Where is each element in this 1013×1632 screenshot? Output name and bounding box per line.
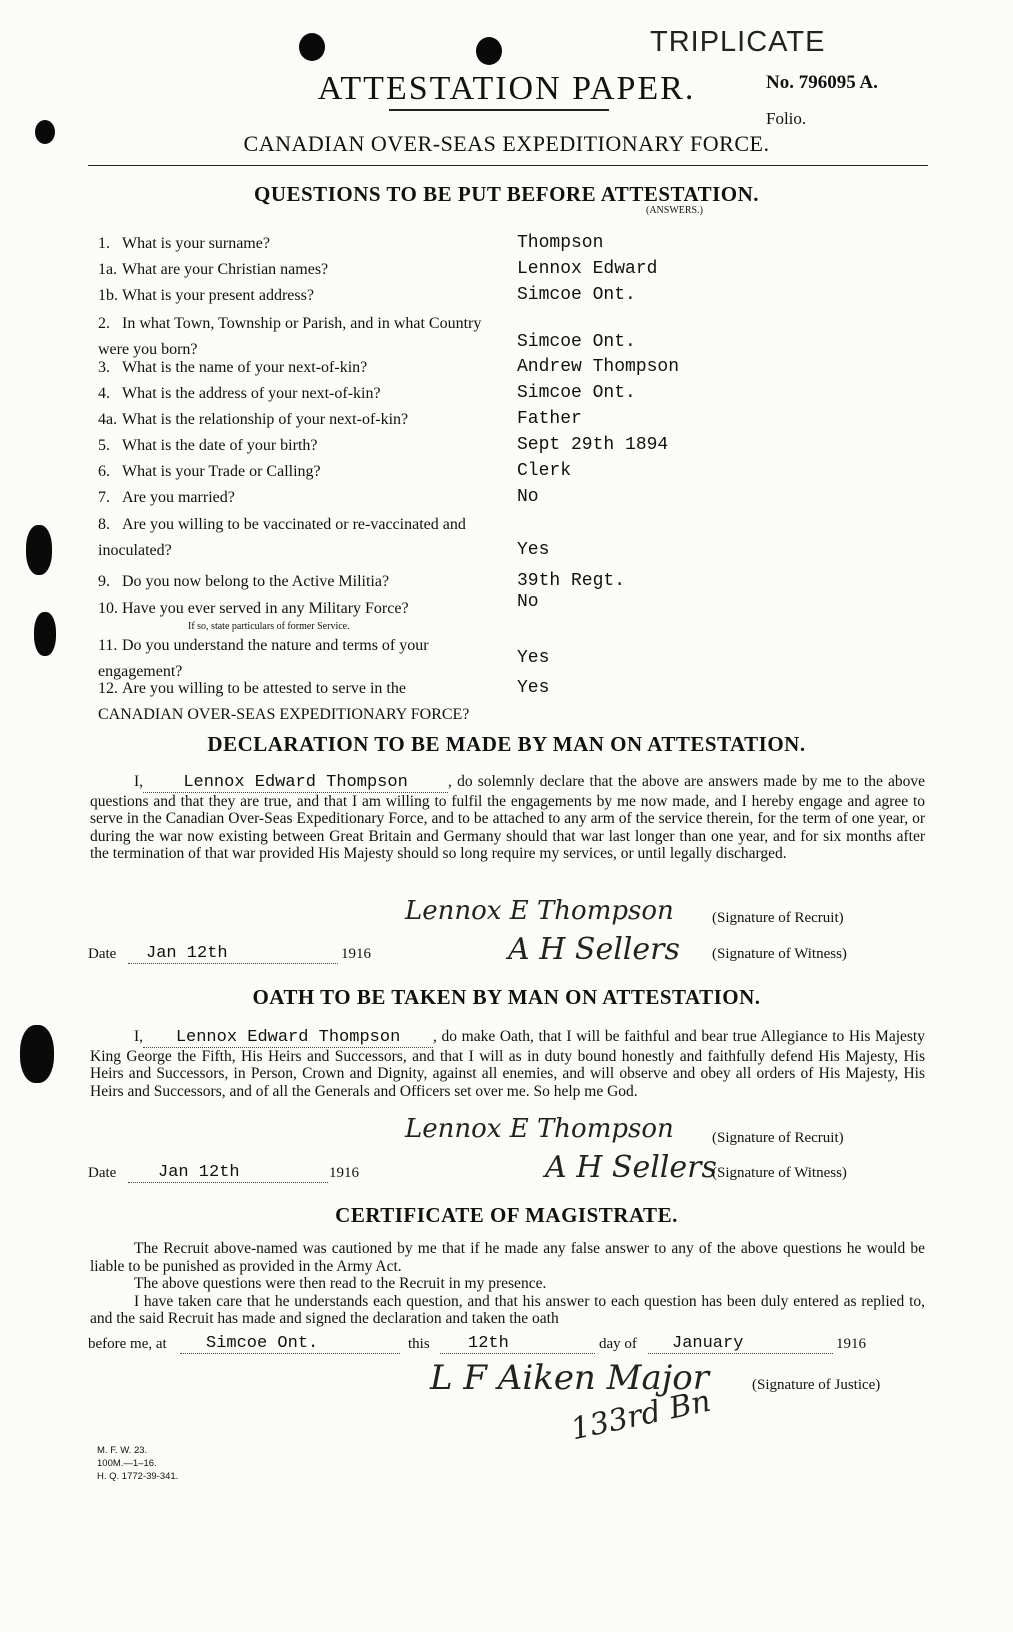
question-number: 4a.: [98, 411, 118, 428]
question-row: [98, 257, 483, 283]
question-number: 6.: [98, 463, 110, 480]
ink-blot: [299, 33, 325, 61]
declaration-witness-signature: A H Sellers: [508, 932, 680, 967]
declaration-i: I,: [134, 773, 144, 790]
question-number: 12.: [98, 680, 118, 697]
question-text: What is the relationship of your next-of-kin?: [122, 411, 409, 428]
this-label: this: [408, 1336, 430, 1352]
divider: [88, 165, 928, 166]
justice-signature: L F Aiken Major: [430, 1358, 709, 1398]
oath-date-label: Date: [88, 1165, 117, 1181]
question-number: 3.: [98, 359, 110, 376]
ink-blot: [476, 37, 502, 65]
certificate-p3: I have taken care that he understands each question, and that his answer to each question has been duly entered as replied to, and the said Recruit has made and signed the declaration and taken the oath: [90, 1292, 925, 1327]
question-row: [98, 355, 483, 381]
oath-heading: OATH TO BE TAKEN BY MAN ON ATTESTATION.: [252, 985, 761, 1009]
oath-i: I,: [134, 1028, 144, 1045]
form-code: [97, 1444, 178, 1483]
ink-blot: [20, 1025, 54, 1083]
answer-value: Simcoe Ont.: [517, 332, 636, 352]
oath-recruit-caption: (Signature of Recruit): [712, 1130, 844, 1146]
question-note: If so, state particulars of former Service.: [188, 621, 350, 632]
question-row: [98, 459, 483, 485]
question-number: 2.: [98, 315, 110, 332]
question-text: What is the address of your next-of-kin?: [122, 385, 381, 402]
declaration-year: 1916: [341, 946, 371, 962]
answer-value: No: [517, 592, 539, 612]
document-title: ATTESTATION PAPER.: [317, 70, 696, 107]
declaration-recruit-signature: Lennox E Thompson: [405, 896, 674, 926]
question-number: 10.: [98, 600, 118, 617]
question-number: 1.: [98, 235, 110, 252]
form-code-line2: 100M.—1–16.: [97, 1458, 157, 1469]
ink-blot: [26, 525, 52, 575]
answer-value: Sept 29th 1894: [517, 435, 669, 455]
oath-witness-signature: A H Sellers: [545, 1150, 717, 1185]
certificate-day: 12th: [440, 1334, 595, 1354]
answer-value: Clerk: [517, 461, 572, 481]
answer-value: Father: [517, 409, 582, 429]
question-text: In what Town, Township or Parish, and in what Country were you born?: [98, 315, 482, 358]
declaration-date: Jan 12th: [128, 944, 338, 964]
question-number: 9.: [98, 573, 110, 590]
answer-value: Simcoe Ont.: [517, 285, 636, 305]
answer-value: Yes: [517, 678, 550, 698]
declaration-body: , do solemnly declare that the above are answers made by me to the above questions and that they are true, and that I am willing to fulfil the engagements by me now made, and I hereby engage and agree to serve in the Canadian Over-Seas Expeditionary Force, and to be attached to any arm of the service therein, for the term of one year, or during the war now existing between Great Britain and Germany should that war last longer than one year, and for six months after the termination of that war provided His Majesty should so long require my services, or until legally discharged.: [90, 773, 925, 862]
answer-value: Simcoe Ont.: [517, 383, 636, 403]
question-text: Are you married?: [122, 489, 235, 506]
certificate-month: January: [648, 1334, 833, 1354]
question-row: [98, 283, 483, 309]
question-number: 5.: [98, 437, 110, 454]
question-row: [98, 407, 483, 433]
answers-label: (ANSWERS.): [646, 205, 703, 216]
document-subtitle: CANADIAN OVER-SEAS EXPEDITIONARY FORCE.: [243, 131, 770, 156]
certificate-place: Simcoe Ont.: [180, 1334, 400, 1354]
answer-value: Yes: [517, 648, 550, 668]
oath-text: [90, 1028, 925, 1100]
question-number: 11.: [98, 637, 118, 654]
question-text: Are you willing to be attested to serve in the CANADIAN OVER-SEAS EXPEDITIONARY FORCE?: [98, 680, 470, 723]
question-row: [98, 231, 483, 257]
form-code-line1: M. F. W. 23.: [97, 1445, 148, 1456]
question-number: 4.: [98, 385, 110, 402]
question-text: What is your surname?: [122, 235, 270, 252]
ink-blot: [34, 612, 56, 656]
declaration-witness-caption: (Signature of Witness): [712, 946, 847, 962]
certificate-year: 1916: [836, 1336, 866, 1352]
justice-caption: (Signature of Justice): [752, 1377, 881, 1393]
question-text: Have you ever served in any Military Force?: [122, 600, 409, 617]
oath-witness-caption: (Signature of Witness): [712, 1165, 847, 1181]
certificate-p1: The Recruit above-named was cautioned by me that if he made any false answer to any of the above questions he would be liable to be punished as provided in the Army Act.: [90, 1240, 925, 1275]
declaration-date-label: Date: [88, 946, 117, 962]
document-number: No. 796095 A.: [766, 72, 878, 93]
justice-unit: 133rd Bn: [567, 1383, 714, 1448]
oath-year: 1916: [329, 1165, 359, 1181]
declaration-name: Lennox Edward Thompson: [143, 774, 448, 793]
triplicate-stamp: TRIPLICATE: [650, 26, 826, 58]
question-text: What is your present address?: [122, 287, 314, 304]
certificate-heading: CERTIFICATE OF MAGISTRATE.: [335, 1203, 678, 1227]
question-row: [98, 569, 483, 595]
before-me-label: before me, at: [88, 1336, 167, 1352]
declaration-text: [90, 773, 925, 863]
certificate-text: [90, 1240, 925, 1328]
questions-heading: QUESTIONS TO BE PUT BEFORE ATTESTATION.: [254, 182, 759, 206]
oath-recruit-signature: Lennox E Thompson: [405, 1114, 674, 1144]
question-text: What is your Trade or Calling?: [122, 463, 321, 480]
question-row: [98, 485, 483, 511]
certificate-p2: The above questions were then read to the Recruit in my presence.: [134, 1275, 547, 1292]
question-text: What are your Christian names?: [122, 261, 329, 278]
question-row: [98, 433, 483, 459]
question-text: What is the name of your next-of-kin?: [122, 359, 368, 376]
question-row: [98, 381, 483, 407]
folio-label: Folio.: [766, 109, 807, 128]
answer-value: 39th Regt.: [517, 571, 626, 591]
question-number: 7.: [98, 489, 110, 506]
declaration-heading: DECLARATION TO BE MADE BY MAN ON ATTESTATION.: [207, 732, 806, 756]
answer-value: No: [517, 487, 539, 507]
declaration-recruit-caption: (Signature of Recruit): [712, 910, 844, 926]
answer-value: Thompson: [517, 233, 604, 253]
question-number: 1a.: [98, 261, 118, 278]
question-number: 1b.: [98, 287, 118, 304]
answer-value: Yes: [517, 540, 550, 560]
question-number: 8.: [98, 516, 110, 533]
question-text: Do you now belong to the Active Militia?: [122, 573, 390, 590]
oath-date: Jan 12th: [128, 1163, 328, 1183]
answer-value: Lennox Edward: [517, 259, 658, 279]
form-code-line3: H. Q. 1772-39-341.: [97, 1471, 179, 1482]
oath-body: , do make Oath, that I will be faithful and bear true Allegiance to His Majesty King George the Fifth, His Heirs and Successors, and that I will as in duty bound honestly and faithfully defend His Majesty, His Heirs and Successors, in Person, Crown and Dignity, against all enemies, and will observe and obey all orders of His Majesty, His Heirs and Successors, and of all the Generals and Officers set over me. So help me God.: [90, 1028, 925, 1100]
question-row: [98, 676, 483, 728]
oath-name: Lennox Edward Thompson: [143, 1029, 433, 1048]
question-text: Do you understand the nature and terms of your engagement?: [98, 637, 429, 680]
question-row: [98, 596, 483, 632]
divider: [389, 109, 609, 111]
question-text: Are you willing to be vaccinated or re-vaccinated and inoculated?: [98, 516, 466, 559]
day-of-label: day of: [599, 1336, 637, 1352]
question-row: [98, 512, 483, 564]
question-text: What is the date of your birth?: [122, 437, 318, 454]
answer-value: Andrew Thompson: [517, 357, 680, 377]
